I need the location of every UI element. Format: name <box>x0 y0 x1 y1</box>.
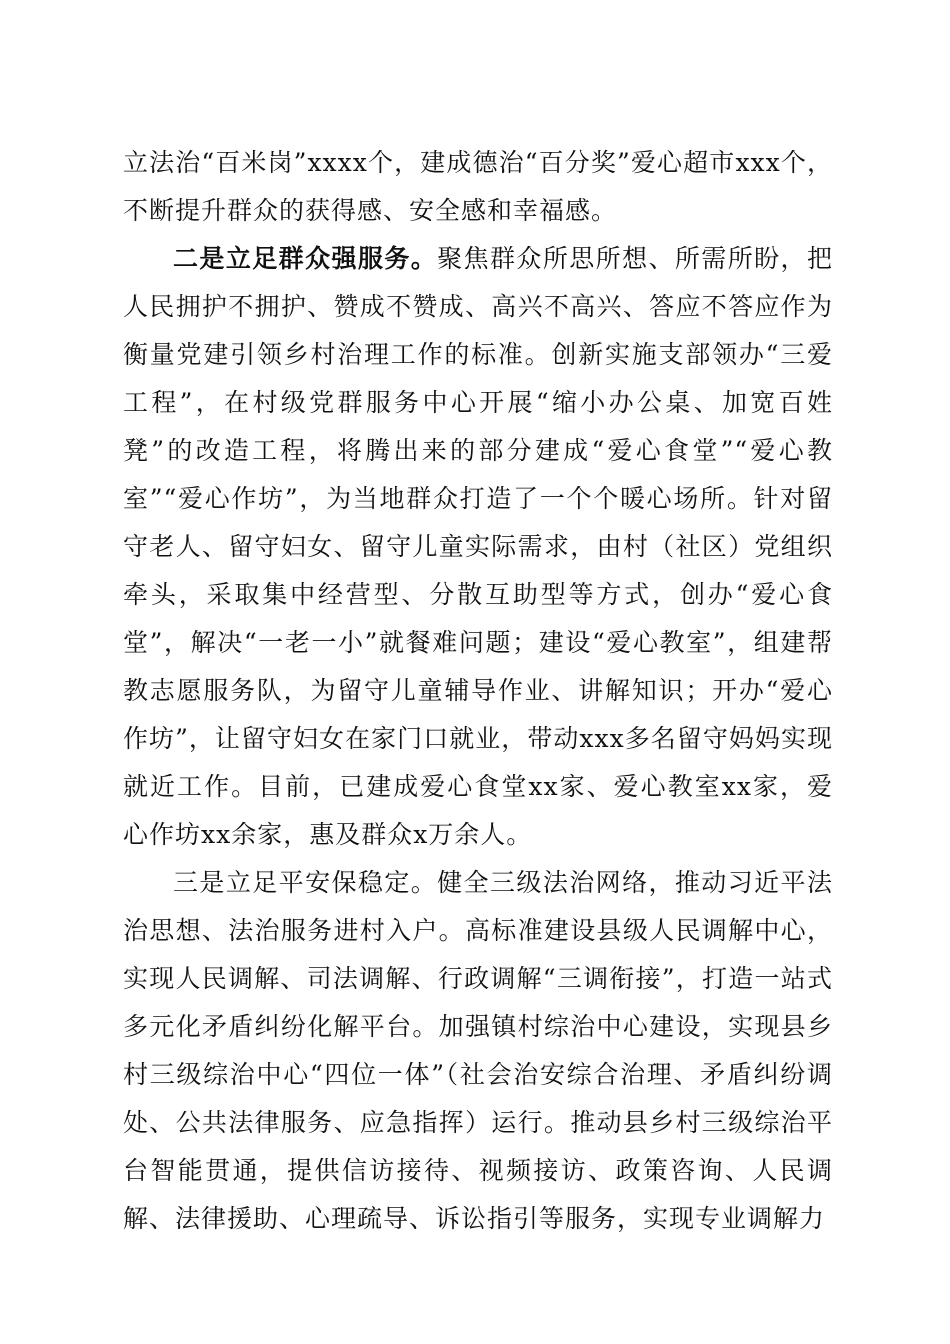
paragraph-text: 立法治“百米岗”xxxx个，建成德治“百分奖”爱心超市xxx个，不断提升群众的获得感、安全感和幸福感。 <box>123 148 833 225</box>
paragraph-serve-masses <box>123 235 833 859</box>
paragraph-heading: 二是立足群众强服务。 <box>173 244 438 273</box>
paragraph-safety-stability <box>123 859 833 1243</box>
paragraph-heading: 三是立足平安保稳定。 <box>173 868 438 897</box>
document-body <box>123 139 833 1243</box>
paragraph-text: 聚焦群众所思所想、所需所盼，把人民拥护不拥护、赞成不赞成、高兴不高兴、答应不答应作为衡量党建引领乡村治理工作的标准。创新实施支部领办“三爱工程”，在村级党群服务中心开展“缩小办公桌、加宽百姓凳”的改造工程，将腾出来的部分建成“爱心食堂”“爱心教室”“爱心作坊”，为当地群众打造了一个个暖心场所。针对留守老人、留守妇女、留守儿童实际需求，由村（社区）党组织牵头，采取集中经营型、分散互助型等方式，创办“爱心食堂”，解决“一老一小”就餐难问题；建设“爱心教室”，组建帮教志愿服务队，为留守儿童辅导作业、讲解知识；开办“爱心作坊”，让留守妇女在家门口就业，带动xxx多名留守妈妈实现就近工作。目前，已建成爱心食堂xx家、爱心教室xx家，爱心作坊xx余家，惠及群众x万余人。 <box>123 244 833 849</box>
paragraph-text: 健全三级法治网络，推动习近平法治思想、法治服务进村入户。高标准建设县级人民调解中心，实现人民调解、司法调解、行政调解“三调衔接”，打造一站式多元化矛盾纠纷化解平台。加强镇村综治中心建设，实现县乡村三级综治中心“四位一体”（社会治安综合治理、矛盾纠纷调处、公共法律服务、应急指挥）运行。推动县乡村三级综治平台智能贯通，提供信访接待、视频接访、政策咨询、人民调解、法律援助、心理疏导、诉讼指引等服务，实现专业调解力 <box>123 868 833 1233</box>
paragraph-continuation <box>123 139 833 235</box>
